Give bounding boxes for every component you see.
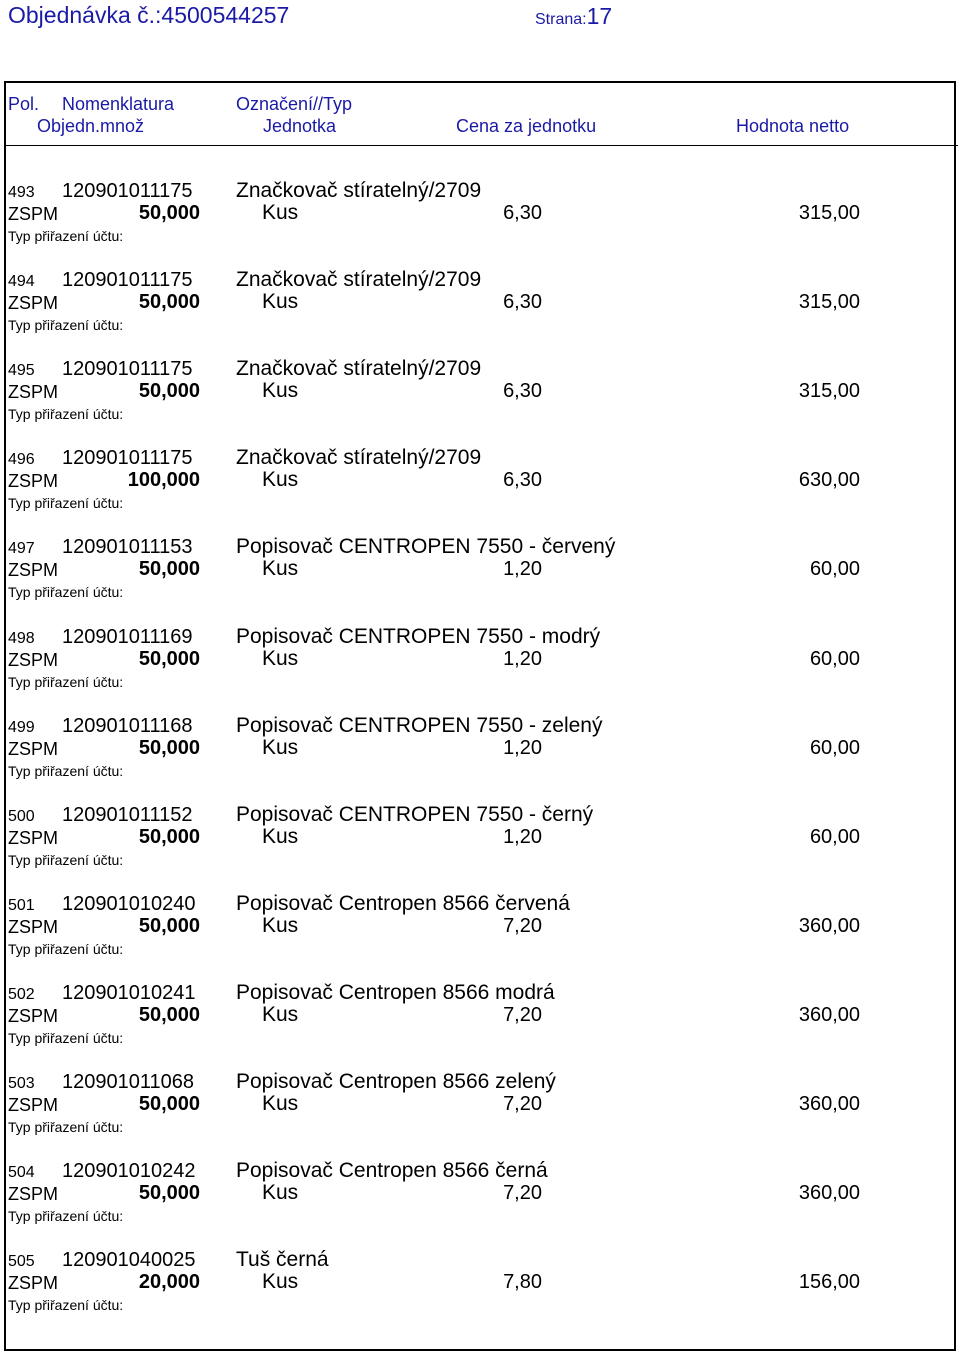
item-zspm: ZSPM xyxy=(8,560,59,580)
item-description: Popisovač CENTROPEN 7550 - černý xyxy=(236,803,594,826)
item-quantity: 50,000 xyxy=(138,915,200,937)
item-position: 493 xyxy=(8,184,35,201)
item-net-value: 315,00 xyxy=(798,380,860,402)
item-zspm: ZSPM xyxy=(8,1006,59,1026)
item-unit-price: 1,20 xyxy=(503,648,542,670)
item-unit: Kus xyxy=(262,290,299,313)
item-position: 501 xyxy=(8,897,35,914)
item-position: 499 xyxy=(8,719,35,736)
item-quantity: 50,000 xyxy=(138,291,200,313)
item-nomenclature: 120901011169 xyxy=(62,626,193,648)
item-quantity: 50,000 xyxy=(138,380,200,402)
item-unit: Kus xyxy=(262,1092,299,1115)
item-position: 496 xyxy=(8,451,35,468)
order-item xyxy=(0,1071,960,1157)
item-quantity: 50,000 xyxy=(138,1182,200,1204)
col-header-oznaceni: Označení//Typ xyxy=(236,94,353,114)
item-zspm: ZSPM xyxy=(8,1095,59,1115)
item-zspm: ZSPM xyxy=(8,650,59,670)
item-unit: Kus xyxy=(262,736,299,759)
item-account-assignment: Typ přiřazení účtu: xyxy=(8,941,124,957)
item-net-value: 60,00 xyxy=(809,826,860,848)
item-account-assignment: Typ přiřazení účtu: xyxy=(8,584,124,600)
item-position: 503 xyxy=(8,1075,35,1092)
item-zspm: ZSPM xyxy=(8,917,59,937)
order-item xyxy=(0,804,960,890)
item-account-assignment: Typ přiřazení účtu: xyxy=(8,495,124,511)
item-unit: Kus xyxy=(262,914,299,937)
item-zspm: ZSPM xyxy=(8,1184,59,1204)
item-unit-price: 7,20 xyxy=(503,915,542,937)
col-header-jednotka: Jednotka xyxy=(263,116,337,136)
item-description: Popisovač CENTROPEN 7550 - červený xyxy=(236,535,616,558)
page-number: 17 xyxy=(586,3,613,29)
item-unit: Kus xyxy=(262,557,299,580)
item-description: Značkovač stíratelný/2709 xyxy=(236,446,482,469)
order-item xyxy=(0,982,960,1068)
item-unit: Kus xyxy=(262,1181,299,1204)
item-position: 502 xyxy=(8,986,35,1003)
item-nomenclature: 120901011175 xyxy=(62,180,193,202)
item-description: Popisovač CENTROPEN 7550 - zelený xyxy=(236,714,603,737)
item-unit: Kus xyxy=(262,1003,299,1026)
order-item xyxy=(0,1160,960,1246)
item-account-assignment: Typ přiřazení účtu: xyxy=(8,406,124,422)
item-unit: Kus xyxy=(262,468,299,491)
item-position: 504 xyxy=(8,1164,35,1181)
item-description: Značkovač stíratelný/2709 xyxy=(236,268,482,291)
item-nomenclature: 120901011168 xyxy=(62,715,193,737)
item-unit-price: 1,20 xyxy=(503,737,542,759)
item-quantity: 20,000 xyxy=(138,1271,200,1293)
item-unit: Kus xyxy=(262,1270,299,1293)
order-item xyxy=(0,269,960,355)
item-net-value: 315,00 xyxy=(798,202,860,224)
item-unit-price: 1,20 xyxy=(503,558,542,580)
item-unit-price: 7,80 xyxy=(503,1271,542,1293)
item-description: Popisovač Centropen 8566 zelený xyxy=(236,1070,556,1093)
order-item xyxy=(0,180,960,266)
item-nomenclature: 120901010242 xyxy=(62,1160,196,1182)
header-divider xyxy=(6,145,958,146)
item-net-value: 630,00 xyxy=(798,469,860,491)
item-net-value: 156,00 xyxy=(798,1271,860,1293)
order-item xyxy=(0,893,960,979)
item-description: Popisovač Centropen 8566 černá xyxy=(236,1159,548,1182)
item-unit: Kus xyxy=(262,201,299,224)
order-item xyxy=(0,536,960,622)
page-indicator xyxy=(535,4,612,32)
item-quantity: 50,000 xyxy=(138,558,200,580)
col-header-hodnota: Hodnota netto xyxy=(736,116,850,136)
item-unit-price: 6,30 xyxy=(503,469,542,491)
item-position: 505 xyxy=(8,1253,35,1270)
item-position: 497 xyxy=(8,540,35,557)
item-account-assignment: Typ přiřazení účtu: xyxy=(8,852,124,868)
item-nomenclature: 120901040025 xyxy=(62,1249,196,1271)
item-description: Popisovač CENTROPEN 7550 - modrý xyxy=(236,625,601,648)
item-net-value: 60,00 xyxy=(809,737,860,759)
item-nomenclature: 120901011153 xyxy=(62,536,193,558)
item-description: Popisovač Centropen 8566 modrá xyxy=(236,981,555,1004)
order-item xyxy=(0,358,960,444)
order-item xyxy=(0,1249,960,1335)
col-header-nomenklatura: Nomenklatura xyxy=(62,94,175,114)
item-account-assignment: Typ přiřazení účtu: xyxy=(8,1119,124,1135)
item-quantity: 50,000 xyxy=(138,1004,200,1026)
order-item xyxy=(0,447,960,533)
item-position: 494 xyxy=(8,273,35,290)
item-account-assignment: Typ přiřazení účtu: xyxy=(8,1030,124,1046)
col-header-objedn-mnoz: Objedn.množ xyxy=(37,116,145,136)
item-quantity: 50,000 xyxy=(138,826,200,848)
item-account-assignment: Typ přiřazení účtu: xyxy=(8,674,124,690)
item-position: 498 xyxy=(8,630,35,647)
col-header-cena: Cena za jednotku xyxy=(456,116,597,136)
item-description: Tuš černá xyxy=(236,1248,329,1271)
item-nomenclature: 120901010241 xyxy=(62,982,196,1004)
item-description: Značkovač stíratelný/2709 xyxy=(236,179,482,202)
item-net-value: 60,00 xyxy=(809,648,860,670)
item-net-value: 360,00 xyxy=(798,1004,860,1026)
item-zspm: ZSPM xyxy=(8,828,59,848)
item-account-assignment: Typ přiřazení účtu: xyxy=(8,228,124,244)
item-unit-price: 7,20 xyxy=(503,1093,542,1115)
item-net-value: 315,00 xyxy=(798,291,860,313)
item-account-assignment: Typ přiřazení účtu: xyxy=(8,1297,124,1313)
item-description: Značkovač stíratelný/2709 xyxy=(236,357,482,380)
item-unit: Kus xyxy=(262,379,299,402)
item-position: 500 xyxy=(8,808,35,825)
item-nomenclature: 120901011175 xyxy=(62,447,193,469)
item-net-value: 60,00 xyxy=(809,558,860,580)
item-description: Popisovač Centropen 8566 červená xyxy=(236,892,570,915)
item-net-value: 360,00 xyxy=(798,1093,860,1115)
item-unit-price: 7,20 xyxy=(503,1182,542,1204)
item-nomenclature: 120901011152 xyxy=(62,804,193,826)
item-account-assignment: Typ přiřazení účtu: xyxy=(8,317,124,333)
item-account-assignment: Typ přiřazení účtu: xyxy=(8,763,124,779)
item-unit-price: 6,30 xyxy=(503,291,542,313)
item-net-value: 360,00 xyxy=(798,915,860,937)
item-zspm: ZSPM xyxy=(8,1273,59,1293)
item-unit: Kus xyxy=(262,647,299,670)
item-zspm: ZSPM xyxy=(8,739,59,759)
item-unit-price: 7,20 xyxy=(503,1004,542,1026)
item-zspm: ZSPM xyxy=(8,471,59,491)
item-position: 495 xyxy=(8,362,35,379)
item-nomenclature: 120901011175 xyxy=(62,358,193,380)
order-item xyxy=(0,715,960,801)
item-quantity: 100,000 xyxy=(127,469,200,491)
order-item xyxy=(0,626,960,712)
col-header-pol: Pol. xyxy=(8,94,40,114)
page-label: Strana: xyxy=(535,11,587,28)
item-unit-price: 1,20 xyxy=(503,826,542,848)
item-unit: Kus xyxy=(262,825,299,848)
item-quantity: 50,000 xyxy=(138,1093,200,1115)
item-nomenclature: 120901011175 xyxy=(62,269,193,291)
order-title: Objednávka č.:4500544257 xyxy=(8,2,290,28)
item-quantity: 50,000 xyxy=(138,202,200,224)
item-quantity: 50,000 xyxy=(138,648,200,670)
item-nomenclature: 120901011068 xyxy=(62,1071,194,1093)
item-unit-price: 6,30 xyxy=(503,380,542,402)
item-zspm: ZSPM xyxy=(8,204,59,224)
item-unit-price: 6,30 xyxy=(503,202,542,224)
item-zspm: ZSPM xyxy=(8,382,59,402)
item-nomenclature: 120901010240 xyxy=(62,893,196,915)
item-account-assignment: Typ přiřazení účtu: xyxy=(8,1208,124,1224)
item-zspm: ZSPM xyxy=(8,293,59,313)
item-quantity: 50,000 xyxy=(138,737,200,759)
item-net-value: 360,00 xyxy=(798,1182,860,1204)
